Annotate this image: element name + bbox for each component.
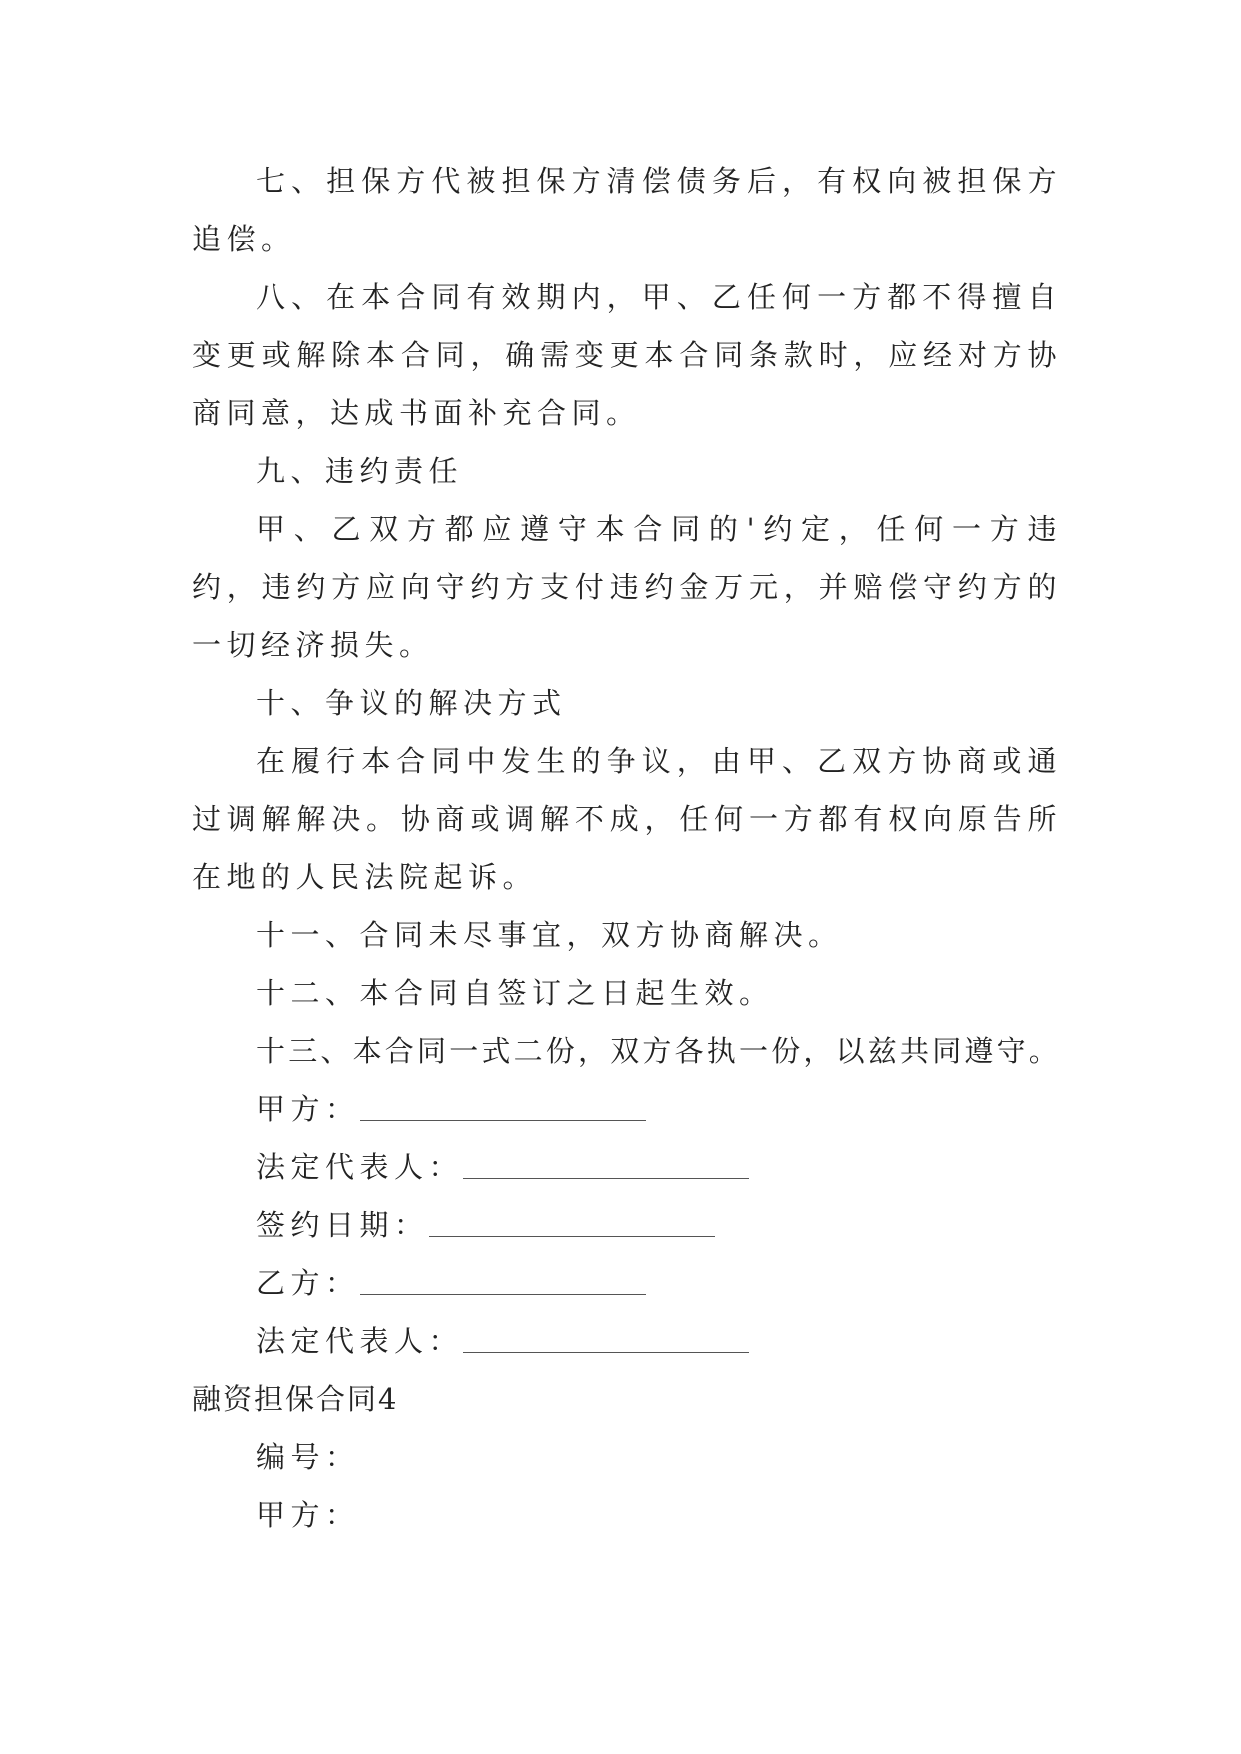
party-a-label: 甲方： xyxy=(256,1092,360,1126)
sign-date-label: 签约日期： xyxy=(256,1208,429,1242)
party-a-field: 甲方： xyxy=(256,1498,360,1532)
clause-10-body: 在履行本合同中发生的争议，由甲、乙双方协商或通过调解解决。协商或调解不成，任何一方都有权向原告所在地的人民法院起诉。 xyxy=(192,744,1062,894)
signature-blank xyxy=(360,1270,646,1295)
clause-9-body: 甲、乙双方都应遵守本合同的'约定，任何一方违约，违约方应向守约方支付违约金万元，并赔偿守约方的一切经济损失。 xyxy=(192,512,1062,662)
signature-blank xyxy=(463,1328,749,1353)
clause-12: 十二、本合同自签订之日起生效。 xyxy=(256,976,774,1010)
clause-8: 八、在本合同有效期内，甲、乙任何一方都不得擅自变更或解除本合同，确需变更本合同条款时，应经对方协商同意，达成书面补充合同。 xyxy=(192,280,1062,430)
party-b-label: 乙方： xyxy=(256,1266,360,1300)
legal-rep-a-label: 法定代表人： xyxy=(256,1150,464,1184)
signature-blank xyxy=(360,1096,646,1121)
clause-11: 十一、合同未尽事宜，双方协商解决。 xyxy=(256,918,843,952)
party-b-signature-line xyxy=(192,1254,1062,1312)
clause-9-heading: 九、违约责任 xyxy=(256,454,464,488)
next-contract-title: 融资担保合同4 xyxy=(192,1382,399,1416)
clause-13: 十三、本合同一式二份，双方各执一份，以兹共同遵守。 xyxy=(256,1034,1062,1068)
contract-number-field: 编号： xyxy=(256,1440,360,1474)
legal-rep-a-signature-line xyxy=(192,1138,1062,1196)
legal-rep-b-signature-line xyxy=(192,1312,1062,1370)
sign-date-line xyxy=(192,1196,1062,1254)
signature-blank xyxy=(463,1154,749,1179)
clause-7: 七、担保方代被担保方清偿债务后，有权向被担保方追偿。 xyxy=(192,164,1062,256)
party-a-signature-line xyxy=(192,1080,1062,1138)
signature-blank xyxy=(429,1212,715,1237)
document-page xyxy=(192,152,1062,1544)
clause-10-heading: 十、争议的解决方式 xyxy=(256,686,567,720)
legal-rep-b-label: 法定代表人： xyxy=(256,1324,464,1358)
